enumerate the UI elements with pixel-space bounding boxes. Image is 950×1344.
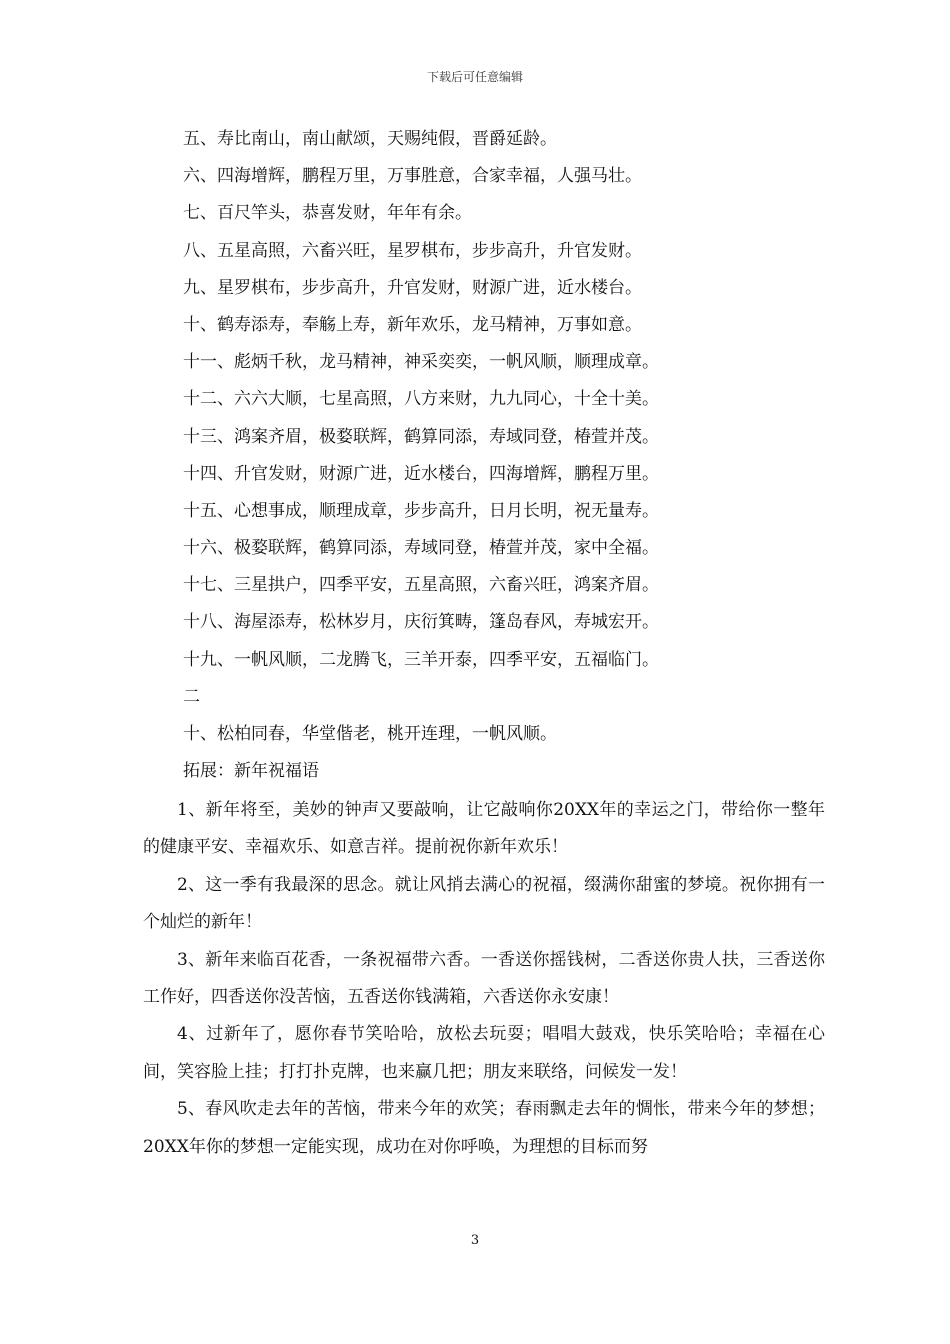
list-item: 七、百尺竿头，恭喜发财，年年有余。 <box>183 203 472 224</box>
section-divider: 二 <box>183 686 200 707</box>
paragraph: 4、过新年了，愿你春节笑哈哈，放松去玩耍；唱唱大鼓戏，快乐笑哈哈；幸福在心间，笑容脸上挂；打打扑克牌，也来赢几把；朋友来联络，问候发一发！ <box>143 1024 825 1082</box>
list-item: 十五、心想事成，顺理成章，步步高升，日月长明，祝无量寿。 <box>183 500 659 521</box>
page-number: 3 <box>470 1233 480 1248</box>
section-heading: 拓展：新年祝福语 <box>183 761 319 782</box>
paragraph: 3、新年来临百花香，一条祝福带六香。一香送你摇钱树，二香送你贵人扶，三香送你工作好，四香送你没苦恼，五香送你钱满箱，六香送你永安康！ <box>143 949 825 1008</box>
paragraph: 1、新年将至，美妙的钟声又要敲响，让它敲响你20XX年的幸运之门，带给你一整年的健康平安、幸福欢乐、如意吉祥。提前祝你新年欢乐！ <box>143 800 825 858</box>
list-item: 九、星罗棋布，步步高升，升官发财，财源广进，近水楼台。 <box>183 277 642 298</box>
page-header: 下载后可任意编辑 <box>426 70 523 84</box>
paragraph: 5、春风吹走去年的苦恼，带来今年的欢笑；春雨飘走去年的惆怅，带来今年的梦想；20XX年你的梦想一定能实现，成功在对你呼唤，为理想的目标而努 <box>143 1099 825 1157</box>
list-item: 十九、一帆风顺，二龙腾飞，三羊开泰，四季平安，五福临门。 <box>183 649 659 670</box>
list-item: 十、松柏同春，华堂偕老，桃开连理，一帆风顺。 <box>183 724 557 744</box>
list-item: 十六、极婺联辉，鹤算同添，寿域同登，椿萱并茂，家中全福。 <box>183 538 659 559</box>
list-item: 十、鹤寿添寿，奉觞上寿，新年欢乐，龙马精神，万事如意。 <box>183 314 642 335</box>
list-item: 十四、升官发财，财源广进，近水楼台，四海增辉，鹏程万里。 <box>183 463 659 484</box>
list-item: 六、四海增辉，鹏程万里，万事胜意，合家幸福，人强马壮。 <box>183 166 642 187</box>
list-item: 十七、三星拱户，四季平安，五星高照，六畜兴旺，鸿案齐眉。 <box>183 575 659 596</box>
list-item: 十二、六六大顺，七星高照，八方来财，九九同心，十全十美。 <box>183 389 659 410</box>
blessing-list <box>183 124 823 793</box>
list-item: 八、五星高照，六畜兴旺，星罗棋布，步步高升，升官发财。 <box>183 240 642 261</box>
list-item: 五、寿比南山，南山献颂，天赐纯假，晋爵延龄。 <box>183 129 557 149</box>
list-item: 十一、彪炳千秋，龙马精神，神采奕奕，一帆风顺，顺理成章。 <box>183 352 659 373</box>
greeting-paragraphs <box>143 792 825 1166</box>
paragraph: 2、这一季有我最深的思念。就让风捎去满心的祝福，缀满你甜蜜的梦境。祝你拥有一个灿烂的新年！ <box>143 874 825 933</box>
list-item: 十三、鸿案齐眉，极婺联辉，鹤算同添，寿域同登，椿萱并茂。 <box>183 426 659 447</box>
list-item: 十八、海屋添寿，松林岁月，庆衍箕畴，篷岛春风，寿城宏开。 <box>183 612 659 633</box>
